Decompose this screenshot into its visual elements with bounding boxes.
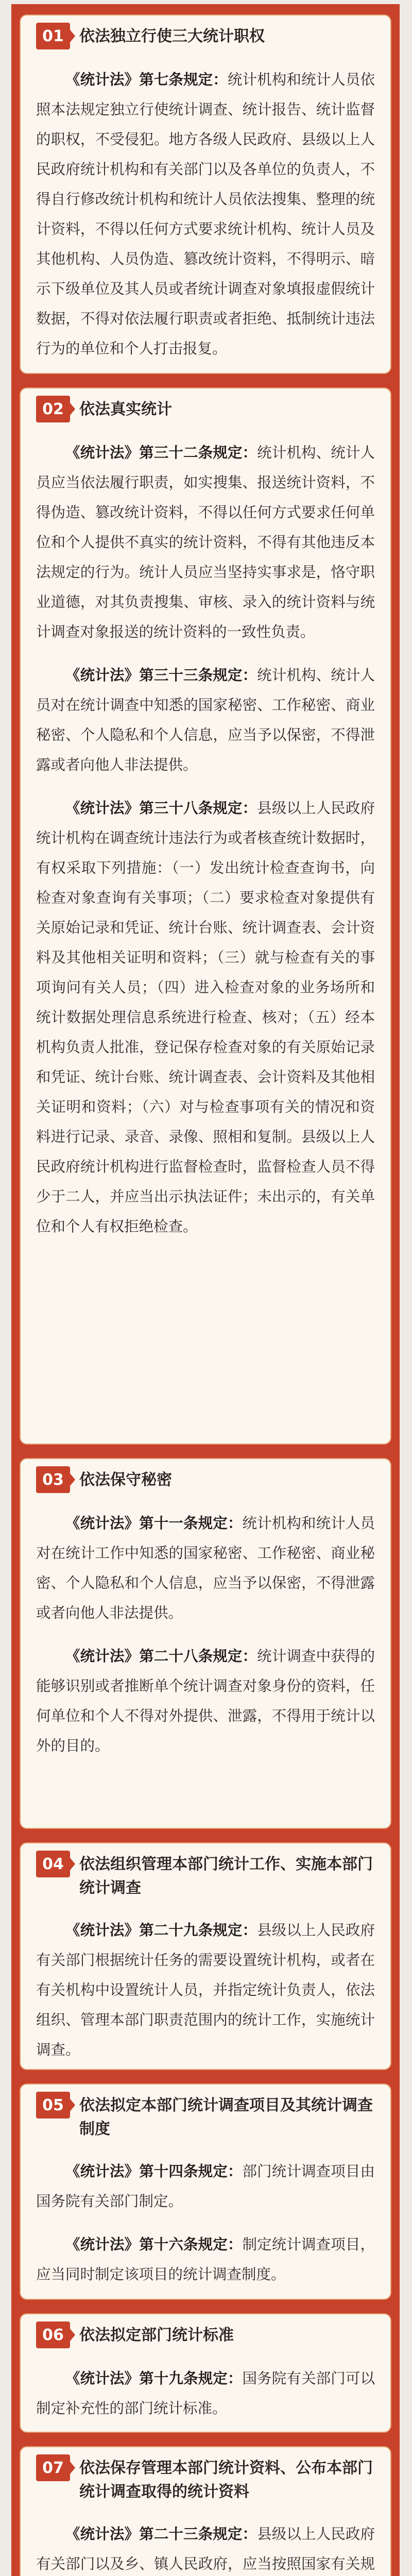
article-lead: 《统计法》第二十八条规定： [65, 1648, 258, 1665]
article-paragraph [36, 1509, 375, 1628]
article-paragraph [36, 1641, 375, 1761]
section-number: 07 [36, 2454, 70, 2481]
article-lead: 《统计法》第十四条规定： [65, 2163, 243, 2180]
section-3 [20, 1458, 391, 1829]
article-lead: 《统计法》第二十九条规定： [65, 1922, 258, 1939]
article-paragraph [36, 2364, 375, 2424]
article-text: 统计机构和统计人员对在统计工作中知悉的国家秘密、工作秘密、商业秘密、个人隐私和个人信息，应当予以保密，不得泄露或者向他人非法提供。 [36, 1515, 375, 1621]
section-number: 01 [36, 23, 70, 49]
section-number: 04 [36, 1851, 70, 1877]
article-lead: 《统计法》第十九条规定： [65, 2370, 243, 2387]
section-title: 依法拟定部门统计标准 [79, 2326, 234, 2344]
section-6 [20, 2313, 391, 2433]
article-paragraph [36, 1916, 375, 2065]
section-7 [20, 2446, 391, 2576]
article-lead: 《统计法》第三十八条规定： [65, 800, 258, 817]
content-frame [11, 4, 400, 2576]
article-text: 统计机构、统计人员应当依法履行职责，如实搜集、报送统计资料，不得伪造、篡改统计资料，不得以任何方式要求任何单位和个人提供不真实的统计资料，不得有其他违反本法规定的行为。统计人员应当坚持实事求是，恪守职业道德，对其负责搜集、审核、录入的统计资料与统计调查对象报送的统计资料的一致性负责。 [36, 444, 375, 640]
section-title: 依法拟定本部门统计调查项目及其统计调查制度 [79, 2096, 373, 2138]
article-text: 县级以上人民政府统计机构在调查统计违法行为或者核查统计数据时，有权采取下列措施：（一）发出统计检查查询书，向检查对象查询有关事项；（二）要求检查对象提供有关原始记录和凭证、统计台账、统计调查表、会计资料及其他相关证明和资料；（三）就与检查有关的事项询问有关人员；（四）进入检查对象的业务场所和统计数据处理信息系统进行检查、核对；（五）经本机构负责人批准，登记保存检查对象的有关原始记录和凭证、统计台账、统计调查表、会计资料及其他相关证明和资料；（六）对与检查事项有关的情况和资料进行记录、录音、录像、照相和复制。县级以上人民政府统计机构进行监督检查时，监督检查人员不得少于二人，并应当出示执法证件；未出示的，有关单位和个人有权拒绝检查。 [36, 800, 375, 1235]
article-text: 国务院有关部门可以制定补充性的部门统计标准。 [36, 2370, 375, 2417]
article-text: 统计机构和统计人员依照本法规定独立行使统计调查、统计报告、统计监督的职权，不受侵犯。地方各级人民政府、县级以上人民政府统计机构和有关部门以及各单位的负责人，不得自行修改统计机构和统计人员依法搜集、整理的统计资料，不得以任何方式要求统计机构、统计人员及其他机构、人员伪造、篡改统计资料，不得明示、暗示下级单位及其人员或者统计调查对象填报虚假统计数据，不得对依法履行职责或者拒绝、抵制统计违法行为的单位和个人打击报复。 [36, 71, 375, 357]
article-text: 统计机构、统计人员对在统计调查中知悉的国家秘密、工作秘密、商业秘密、个人隐私和个人信息，应当予以保密，不得泄露或者向他人非法提供。 [36, 667, 375, 773]
section-1 [20, 14, 391, 374]
article-lead: 《统计法》第十一条规定： [65, 1515, 243, 1532]
section-header [36, 2092, 375, 2141]
section-title: 依法保存管理本部门统计资料、公布本部门统计调查取得的统计资料 [79, 2459, 373, 2501]
section-4 [20, 1842, 391, 2070]
section-title: 依法独立行使三大统计职权 [79, 27, 265, 45]
section-number: 05 [36, 2092, 70, 2119]
article-paragraph [36, 2157, 375, 2216]
article-paragraph [36, 2230, 375, 2290]
article-text: 制定统计调查项目，应当同时制定该项目的统计调查制度。 [36, 2236, 375, 2283]
article-paragraph [36, 660, 375, 780]
article-lead: 《统计法》第二十三条规定： [65, 2526, 258, 2543]
section-title: 依法真实统计 [79, 400, 172, 418]
section-header [36, 1851, 375, 1900]
section-number: 02 [36, 396, 70, 422]
section-number: 06 [36, 2321, 70, 2348]
section-header [36, 23, 375, 49]
section-number: 03 [36, 1466, 70, 1493]
section-title: 依法组织管理本部门统计工作、实施本部门统计调查 [79, 1855, 373, 1897]
section-header [36, 396, 375, 422]
article-paragraph [36, 438, 375, 647]
article-text: 统计调查中获得的能够识别或者推断单个统计调查对象身份的资料，任何单位和个人不得对外提供、泄露，不得用于统计以外的目的。 [36, 1648, 375, 1754]
article-lead: 《统计法》第三十二条规定： [65, 444, 258, 461]
section-header [36, 2454, 375, 2504]
section-5 [20, 2083, 391, 2300]
article-lead: 《统计法》第七条规定： [65, 71, 228, 88]
article-lead: 《统计法》第三十三条规定： [65, 667, 258, 684]
section-title: 依法保守秘密 [79, 1471, 172, 1489]
section-2 [20, 387, 391, 1445]
article-text: 县级以上人民政府有关部门以及乡、镇人民政府，应当按照国家有关规 [36, 2526, 375, 2572]
article-paragraph [36, 65, 375, 364]
section-header [36, 1466, 375, 1493]
section-header [36, 2321, 375, 2348]
article-paragraph [36, 793, 375, 1242]
article-text: 县级以上人民政府有关部门根据统计任务的需要设置统计机构，或者在有关机构中设置统计人员，并指定统计负责人，依法组织、管理本部门职责范围内的统计工作，实施统计调查。 [36, 1922, 375, 2058]
article-lead: 《统计法》第十六条规定： [65, 2236, 243, 2253]
article-paragraph [36, 2519, 375, 2576]
article-text: 部门统计调查项目由国务院有关部门制定。 [36, 2163, 375, 2210]
